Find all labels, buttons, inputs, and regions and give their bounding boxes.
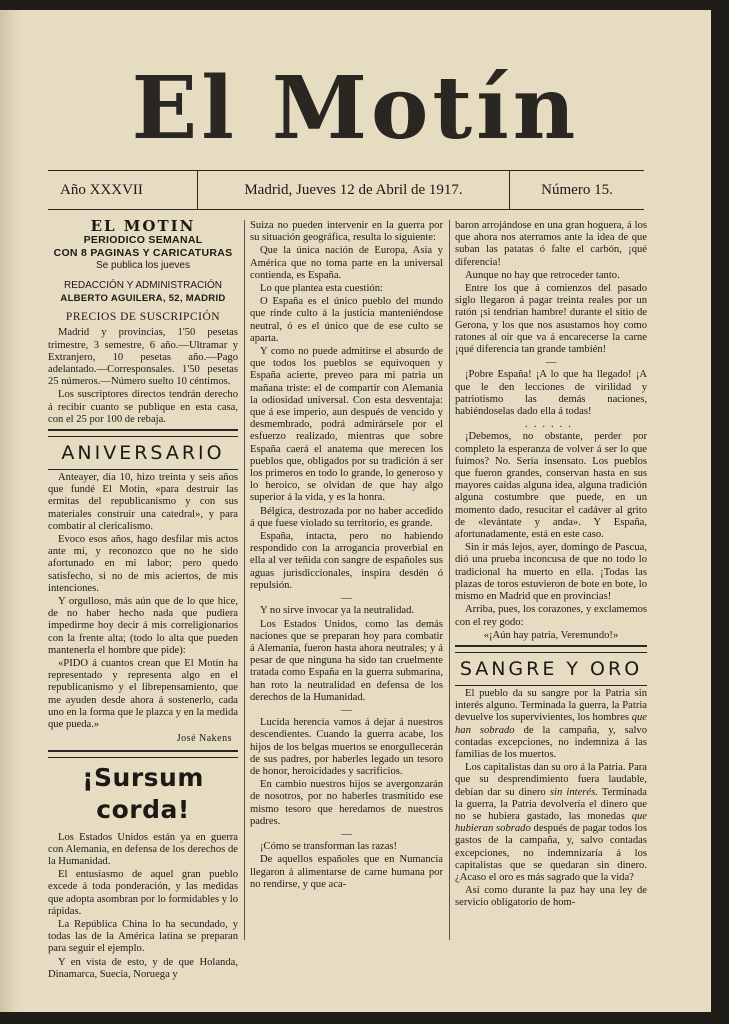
colophon-brand: EL MOTIN xyxy=(90,220,196,235)
colophon-line: Se publica los jueves xyxy=(96,260,190,272)
italic-run: que han sobrado xyxy=(455,712,647,736)
title-underline xyxy=(455,685,647,686)
article-paragraph: Y no sirve invocar ya la neutralidad. xyxy=(260,605,415,617)
article-paragraph: O España es el único pueblo del mundo que rinde culto á la justicia manteniéndose neutral, ó es el único que de ese culto se aparta. xyxy=(250,296,443,344)
separator-dash: — xyxy=(341,593,352,605)
article-paragraph: Así como durante la paz hay una ley de servicio obligatorio de hom- xyxy=(455,885,647,909)
article-paragraph: «PIDO á cuantos crean que El Motín ha representado y representa algo en el republicanismo y el librepensamiento, que me ayuden desde ahora á sostenerlo, cada uno en la forma que le plazca y en la medida que pueda.» xyxy=(48,658,238,731)
text-run: después de pagar todos los gastos de la campaña, y, salvo contadas excepciones, no indemnizaría á los capitalistas que se quedaran sin dinero. ¿Acaso el oro es más sagrado que la vida? xyxy=(455,823,647,883)
article-paragraph: Y como no puede admitirse el absurdo de que todos los pueblos se equivoquen y España acierte, preveo para mi patria un mañana triste: el de compartir con Alemania la odiosidad universal. Con esta desventaja: que á ese imperio, aun después de vencido y desmembrado, podrá admirársele por el esfuerzo realizado, mientras que sobre España caerá el anatema que merecen los pueblos que, obligados por su tradición á ser los primeros en todo lo grande, lo generoso y lo heroico, se olvidan de que hay algo superior á la vida, y es la honra. xyxy=(250,346,443,504)
column-2 xyxy=(250,220,443,1010)
column-divider xyxy=(244,220,245,940)
colophon-line: REDACCIÓN Y ADMINISTRACIÓN xyxy=(64,280,222,292)
sangre-title: SANGRE Y ORO xyxy=(459,657,643,680)
section-divider xyxy=(455,645,647,653)
article-paragraph: Lucida herencia vamos á dejar á nuestros descendientes. Cuando la guerra acabe, los hijos de los belgas muertos se enorgullecerán de sus padres, por haberles legado un tesoro de honor, heroicidades y sacrificios. xyxy=(250,717,443,777)
colophon-address: ALBERTO AGUILERA, 52, MADRID xyxy=(60,293,226,305)
italic-run: sin interés. xyxy=(549,786,598,798)
separator-dots: ...... xyxy=(525,419,577,431)
article-paragraph: España, intacta, pero no habiendo respondido con la arrogancia proverbial en ella al ver teñida con sangre de españoles sus aguas jurisdiccionales, inspira desdén ó repulsión. xyxy=(250,531,443,591)
issue-date: Madrid, Jueves 12 de Abril de 1917. xyxy=(198,171,510,209)
article-paragraph xyxy=(455,688,647,761)
issue-year: Año XXXVII xyxy=(48,171,198,209)
article-paragraph: Los Estados Unidos están ya en guerra con Alemania, en defensa de los derechos de la Humanidad. xyxy=(48,831,238,867)
separator-dash: — xyxy=(545,357,557,369)
article-paragraph: baron arrojándose en una gran hoguera, á los que ahora nos aterramos ante la idea de que suban las patatas ó falte el carbón, ¡qué diferencia! xyxy=(455,220,647,268)
column-1 xyxy=(48,220,238,1010)
colophon-line: CON 8 PAGINAS Y CARICATURAS xyxy=(53,247,233,260)
article-paragraph: Anteayer, día 10, hizo treinta y seis años que fundé El Motín, «para destruir las ermitas del republicanismo y con sus materiales construir una catedral», y para combatir al clericalismo. xyxy=(48,472,238,532)
issue-header-bar xyxy=(48,170,644,210)
title-underline xyxy=(48,469,238,470)
article-paragraph: De aquellos españoles que en Numancia llegaron á alimentarse de carne humana por no rendirse, y que aca- xyxy=(250,854,443,890)
article-paragraph: Evoco esos años, hago desfilar mis actos ante mí, y reconozco que no he sido afortunado en mi labor; pero quedo satisfecho, si no de mis aciertos, de mis intenciones. xyxy=(48,534,238,594)
article-paragraph xyxy=(455,762,647,884)
article-paragraph: El entusiasmo de aquel gran pueblo excede á toda ponderación, y las medidas que adopta asombran por lo formidables y lo rápidas. xyxy=(48,869,238,917)
prices-text: Madrid y provincias, 1'50 pesetas trimestre, 3 semestre, 6 año.—Ultramar y Extranjero, 10 pesetas año.—Pago adelantado.—Corresponsales. 1'50 pesetas 25 números.—Número suelto 10 céntimos. xyxy=(48,327,238,388)
text-run: Terminada la guerra, la Patria devolvería el dinero que no se hubiera gastado, las monedas xyxy=(455,786,647,822)
article-paragraph: Aunque no hay que retroceder tanto. xyxy=(465,269,620,281)
article-quote: «¡Aún hay patria, Veremundo!» xyxy=(483,629,619,641)
article-paragraph: ¡Pobre España! ¡A lo que ha llegado! ¡A que le den lecciones de virilidad y patriotismo las demás naciones, habiéndoselas dado ella á todas! xyxy=(455,369,647,418)
text-run: El pueblo da su sangre por la Patria sin interés alguno. Terminada la guerra, la Patria devuelve los supervivientes, los hombres xyxy=(455,687,647,724)
article-paragraph: ¡Cómo se transforman las razas! xyxy=(260,841,398,853)
masthead-title: El Motín xyxy=(131,58,580,159)
article-paragraph: Y orgulloso, más aún que de lo que hice, de no haber hecho nada que pudiera impedirme hoy decir á mis correligionarios con la frente alta; (todo lo alta que pueden mantenerla el hombre que pide): xyxy=(48,596,238,656)
prices-title: PRECIOS DE SUSCRIPCIÓN xyxy=(65,311,221,324)
colophon-line: PERIODICO SEMANAL xyxy=(83,234,203,247)
section-divider xyxy=(48,429,238,437)
article-paragraph: Y en vista de esto, y de que Holanda, Dinamarca, Suecia, Noruega y xyxy=(48,956,238,980)
article-paragraph: Los Estados Unidos, como las demás naciones que se preparan hoy para combatir á Alemania, fueron hasta ahora neutrales; y á pesar de que ninguna ha sido tan cruelmente tratada como España en la guerra submarina, han roto la neutralidad en defensa de los derechos de la Humanidad. xyxy=(250,618,443,703)
article-paragraph: Sin ir más lejos, ayer, domingo de Pascua, dió una prueba inconcusa de que no todo lo tradicional ha muerto en ella. ¡Todas las plazas de toros estuvieron de bote en bote, lo mismo en Madrid que en provincias! xyxy=(455,542,647,603)
italic-run: que hubieran sobrado xyxy=(455,810,647,835)
text-run: de la campaña, y, salvo contadas excepciones, no indemniza á las familias de los muertos. xyxy=(455,724,647,760)
subscribers-text: Los suscriptores directos tendrán derecho á recibir cuanto se publique en esta casa, con el 25 por 100 de rebaja. xyxy=(48,389,238,425)
newspaper-page xyxy=(0,10,711,1012)
separator-dash: — xyxy=(341,828,352,840)
article-paragraph: Lo que plantea esta cuestión: xyxy=(260,283,383,295)
aniversario-title: ANIVERSARIO xyxy=(61,442,225,465)
article-paragraph: Bélgica, destrozada por no haber accedido á que fuese violado su territorio, es grande. xyxy=(250,505,443,529)
issue-number: Número 15. xyxy=(541,181,613,198)
article-paragraph: ¡Debemos, no obstante, perder por completo la esperanza de volver á ser lo que fuimos? No. Sería insensato. Los pueblos que fueron grandes, conservan hasta en sus mayores caídas alguna idea, alguna tradición alguna costumbre que puede, en un momento dado, resucitar el cadáver al grito de «levántate y anda». Y España, afortunadamente, está en este caso. xyxy=(455,431,647,541)
sursum-title: ¡Sursum corda! xyxy=(82,762,204,824)
article-paragraph: La República China lo ha secundado, y todas las de la América latina se preparan para seguir el ejemplo. xyxy=(48,918,238,955)
article-paragraph: Arriba, pues, los corazones, y exclamemos con el rey godo: xyxy=(455,604,647,628)
article-paragraph: Entre los que á comienzos del pasado siglo llegaron á pagar treinta reales por un ratón ¡si tendrían hambre! durante el sitio de Gerona, y los que nos asustamos hoy como ratones al oír que va á encarecerse la carne ¡qué diferencia tan grande también! xyxy=(455,283,647,356)
article-paragraph: Que la única nación de Europa, Asia y América que no toma parte en la universal contienda, es España. xyxy=(250,245,443,281)
article-paragraph: En cambio nuestros hijos se avergonzarán de nosotros, por no haberles trasmitido ese mismo tesoro que heredamos de nuestros padres. xyxy=(250,779,443,827)
text-run: Los capitalistas dan su oro á la Patria. Para que su desprendimiento fuera laudable, debían dar su dinero xyxy=(455,762,647,798)
signature: José Nakens xyxy=(176,733,232,745)
column-divider xyxy=(449,220,450,940)
article-paragraph: Suiza no pueden intervenir en la guerra por su situación geográfica, resulta lo siguiente: xyxy=(250,220,443,244)
section-divider xyxy=(48,750,238,758)
separator-dash: — xyxy=(341,704,352,716)
column-3 xyxy=(455,220,647,1010)
